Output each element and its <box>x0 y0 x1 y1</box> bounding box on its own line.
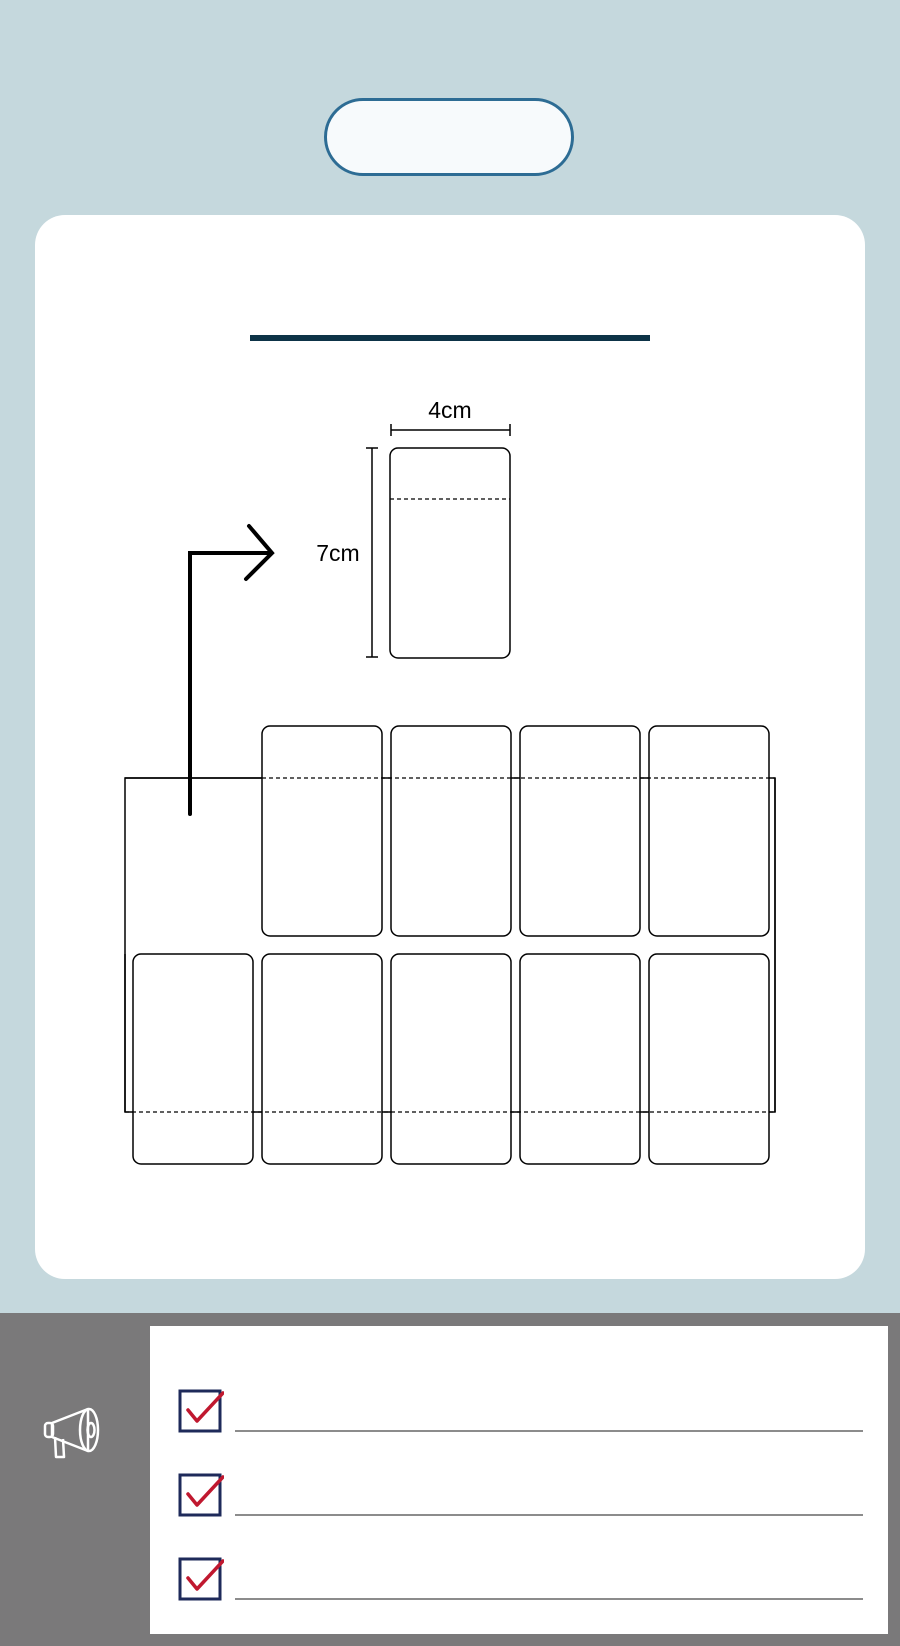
bottom-card <box>520 954 640 1164</box>
top-card <box>649 726 769 936</box>
megaphone-icon <box>40 1403 110 1463</box>
top-card <box>520 726 640 936</box>
checklist-line <box>235 1514 863 1516</box>
right-turn-arrow-icon <box>190 526 272 814</box>
bottom-card <box>649 954 769 1164</box>
dimension-width <box>391 424 510 436</box>
top-card <box>262 726 382 936</box>
top-card <box>391 726 511 936</box>
width-label: 4cm <box>428 397 472 423</box>
bottom-card <box>391 954 511 1164</box>
checklist-panel <box>150 1326 888 1634</box>
checklist-item[interactable] <box>178 1388 868 1432</box>
checkbox-checked-icon[interactable] <box>178 1472 224 1518</box>
checklist-item[interactable] <box>178 1556 868 1600</box>
height-label: 7cm <box>316 540 360 566</box>
bottom-card <box>133 954 253 1164</box>
checkbox-checked-icon[interactable] <box>178 1556 224 1602</box>
dimension-height <box>366 448 378 657</box>
checklist-line <box>235 1598 863 1600</box>
bottom-card <box>262 954 382 1164</box>
single-card <box>390 448 510 658</box>
checkbox-checked-icon[interactable] <box>178 1388 224 1434</box>
checklist-item[interactable] <box>178 1472 868 1516</box>
checklist-line <box>235 1430 863 1432</box>
footer-bar <box>0 1313 900 1646</box>
